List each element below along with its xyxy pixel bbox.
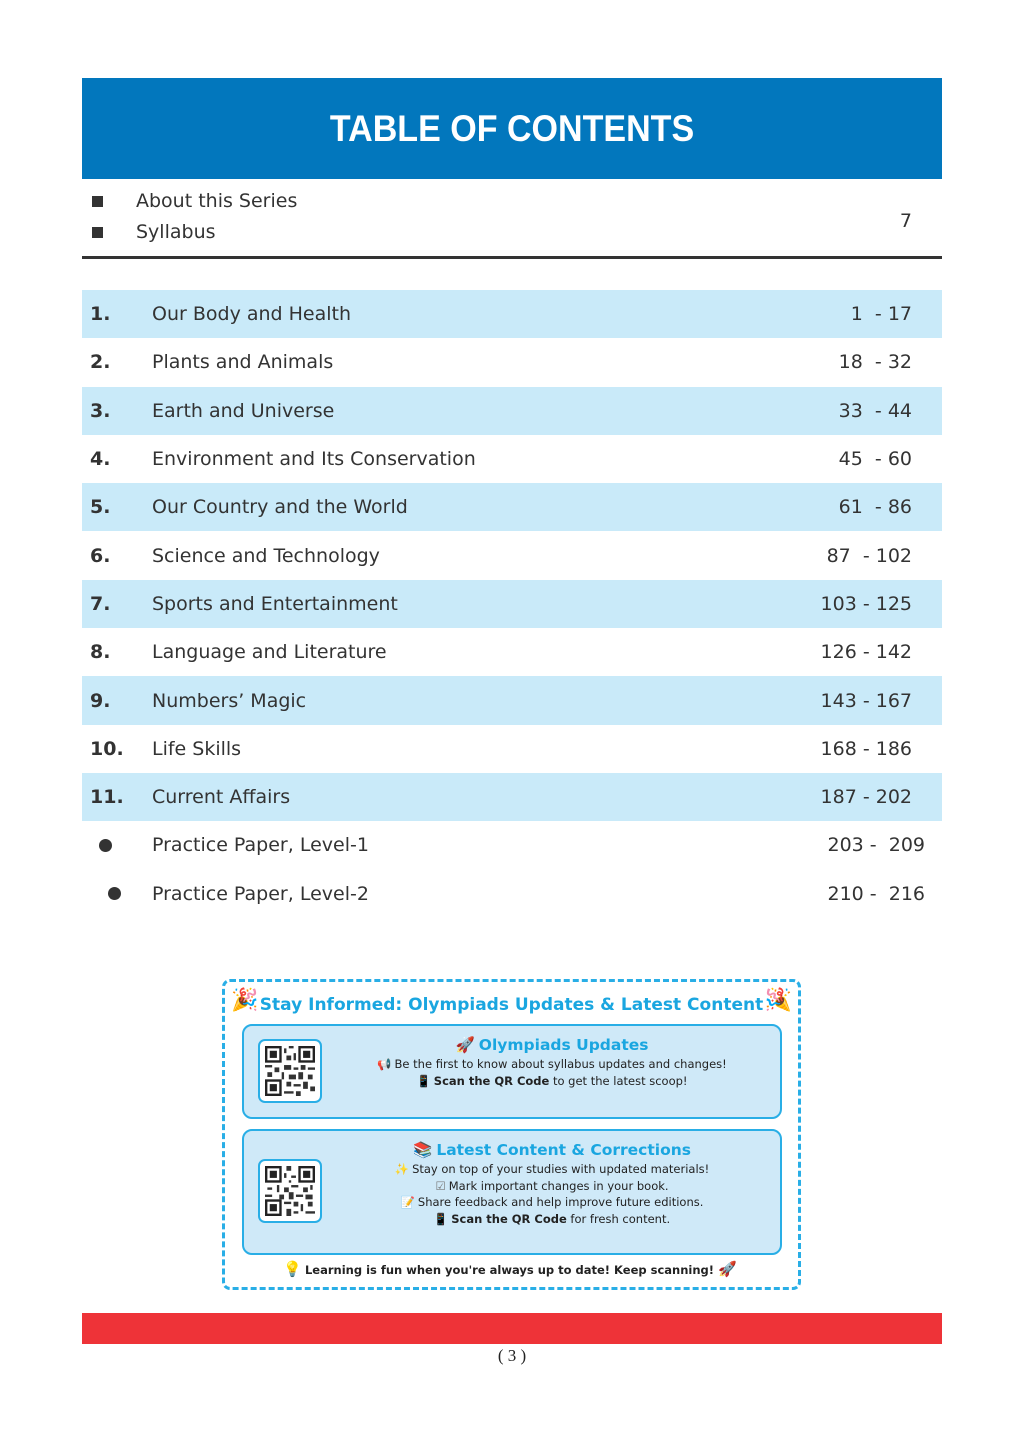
- scan-qr-label: Scan the QR Code: [433, 1073, 550, 1088]
- chapter-pages: 126 - 142: [820, 641, 912, 664]
- chapter-title: Life Skills: [152, 737, 242, 760]
- intro-section: [82, 186, 942, 256]
- intro-item-about[interactable]: [82, 190, 297, 212]
- qr-code-icon: [265, 1166, 315, 1216]
- chapter-title: Science and Technology: [152, 544, 380, 567]
- content-line-1: Stay on top of your studies with updated materials!: [412, 1162, 710, 1176]
- chapter-number: 10.: [90, 737, 124, 760]
- info-box: [222, 979, 801, 1290]
- chapter-pages: 18 - 32: [838, 351, 912, 374]
- toc-row[interactable]: [82, 531, 942, 579]
- intro-item-label: Syllabus: [136, 221, 216, 243]
- toc-row[interactable]: [82, 773, 942, 821]
- party-popper-icon: 🎉: [764, 988, 792, 1013]
- chapter-pages: 187 - 202: [820, 786, 912, 809]
- toc-row[interactable]: [82, 580, 942, 628]
- qr-code-content[interactable]: [258, 1159, 322, 1223]
- square-bullet-icon: [92, 227, 103, 238]
- qr-code-updates[interactable]: [258, 1039, 322, 1103]
- page-number: ( 3 ): [497, 1346, 527, 1365]
- party-popper-icon: 🎉: [231, 988, 259, 1013]
- practice-pages: 210 - 216: [827, 882, 925, 905]
- chapter-title: Current Affairs: [152, 786, 291, 809]
- toc-header: [82, 78, 942, 179]
- chapter-title: Our Country and the World: [152, 496, 408, 519]
- lightbulb-icon: 💡: [283, 1260, 302, 1278]
- chapter-number: 11.: [90, 786, 124, 809]
- chapter-number: 8.: [90, 641, 111, 664]
- practice-pages: 203 - 209: [827, 834, 925, 857]
- checkbox-icon: ☑: [435, 1178, 446, 1193]
- updates-line-2: to get the latest scoop!: [549, 1073, 688, 1088]
- chapter-number: 9.: [90, 689, 111, 712]
- chapter-number: 6.: [90, 544, 111, 567]
- content-line-2: Mark important changes in your book.: [448, 1178, 669, 1193]
- intro-page-number: 7: [899, 210, 912, 232]
- round-bullet-icon: [99, 839, 112, 852]
- books-icon: 📚: [413, 1141, 433, 1159]
- page-title: TABLE OF CONTENTS: [329, 107, 695, 149]
- chapter-pages: 61 - 86: [838, 496, 912, 519]
- scan-qr-label: Scan the QR Code: [451, 1211, 567, 1226]
- memo-icon: 📝: [400, 1195, 415, 1209]
- chapter-number: 2.: [90, 351, 111, 374]
- chapter-title: Sports and Entertainment: [152, 592, 398, 615]
- updates-card-body: [334, 1034, 770, 1089]
- phone-icon: 📱: [416, 1073, 431, 1088]
- intro-item-syllabus[interactable]: [82, 221, 216, 243]
- chapter-number: 5.: [90, 496, 111, 519]
- toc-row-practice[interactable]: [82, 821, 942, 869]
- toc-row[interactable]: [82, 483, 942, 531]
- updates-line-1: Be the first to know about syllabus updates and changes!: [394, 1057, 727, 1071]
- toc-row[interactable]: [82, 628, 942, 676]
- rocket-icon: 🚀: [718, 1260, 737, 1278]
- chapter-pages: 168 - 186: [820, 737, 912, 760]
- square-bullet-icon: [92, 196, 103, 207]
- toc-row[interactable]: [82, 435, 942, 483]
- divider: [82, 256, 942, 259]
- content-card-body: [334, 1139, 770, 1227]
- chapter-number: 3.: [90, 399, 111, 422]
- phone-icon: 📱: [433, 1211, 449, 1226]
- chapter-pages: 103 - 125: [820, 592, 912, 615]
- round-bullet-icon: [108, 887, 121, 900]
- toc-row[interactable]: [82, 725, 942, 773]
- chapter-pages: 143 - 167: [820, 689, 912, 712]
- info-box-title: Stay Informed: Olympiads Updates & Latest Content: [259, 995, 764, 1015]
- chapter-pages: 1 - 17: [850, 303, 912, 326]
- toc-row[interactable]: [82, 676, 942, 724]
- toc-row[interactable]: [82, 338, 942, 386]
- sparkles-icon: ✨: [394, 1162, 410, 1176]
- chapter-title: Our Body and Health: [152, 303, 352, 326]
- megaphone-icon: 📢: [377, 1057, 392, 1071]
- chapter-title: Language and Literature: [152, 641, 387, 664]
- updates-heading: Olympiads Updates: [478, 1036, 649, 1054]
- chapter-pages: 33 - 44: [838, 399, 912, 422]
- chapter-number: 4.: [90, 448, 111, 471]
- intro-item-label: About this Series: [136, 190, 298, 212]
- info-box-footer: [225, 1260, 798, 1278]
- content-card: [242, 1129, 782, 1255]
- chapter-number: 1.: [90, 303, 111, 326]
- toc-list: [82, 290, 942, 918]
- rocket-icon: 🚀: [455, 1036, 475, 1054]
- chapter-title: Plants and Animals: [152, 351, 334, 374]
- chapter-pages: 45 - 60: [838, 448, 912, 471]
- content-heading: Latest Content & Corrections: [436, 1141, 691, 1159]
- footer-bar: [82, 1313, 942, 1344]
- toc-row[interactable]: [82, 290, 942, 338]
- chapter-pages: 87 - 102: [826, 544, 912, 567]
- toc-row-practice[interactable]: [82, 870, 942, 918]
- practice-title: Practice Paper, Level-2: [152, 882, 369, 905]
- chapter-title: Environment and Its Conservation: [152, 448, 476, 471]
- chapter-number: 7.: [90, 592, 111, 615]
- chapter-title: Earth and Universe: [152, 399, 335, 422]
- info-footer-text: Learning is fun when you're always up to date! Keep scanning!: [304, 1263, 715, 1277]
- chapter-title: Numbers’ Magic: [152, 689, 307, 712]
- content-line-4: for fresh content.: [566, 1211, 671, 1226]
- updates-card: [242, 1024, 782, 1119]
- practice-title: Practice Paper, Level-1: [152, 834, 369, 857]
- qr-code-icon: [265, 1046, 315, 1096]
- content-line-3: Share feedback and help improve future editions.: [417, 1195, 704, 1209]
- toc-row[interactable]: [82, 387, 942, 435]
